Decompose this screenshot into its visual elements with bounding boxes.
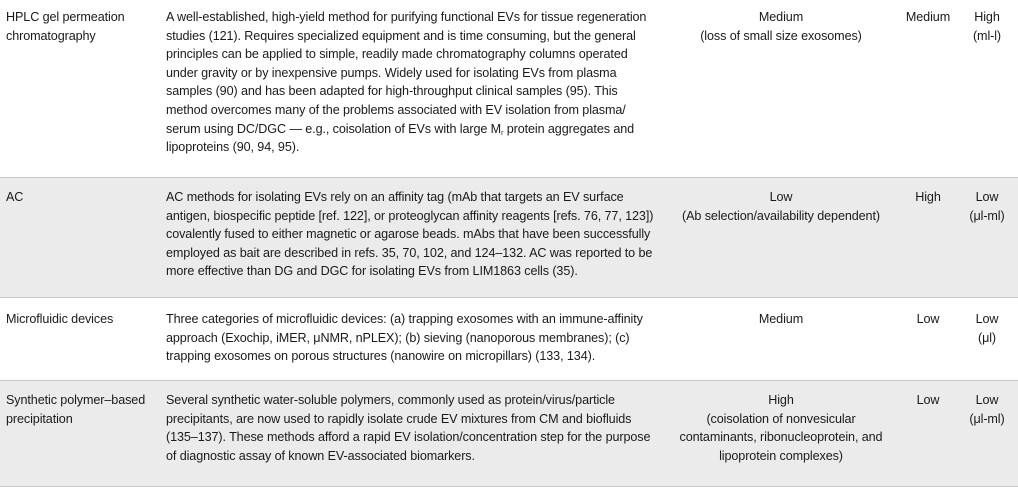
scale-text: (ml-l)	[972, 28, 1002, 43]
purity-text: Low	[769, 190, 793, 204]
description-line: A well-established, high-yield method for purifying functional EVs for tissue regeneration	[166, 10, 647, 24]
purity-cell	[666, 391, 896, 465]
description-line: method overcomes many of the problems associated with EV isolation from plasma/	[166, 102, 626, 117]
description-text: protein aggregates and	[503, 121, 635, 136]
yield-text: Low	[916, 312, 940, 326]
scale-cell	[956, 188, 1018, 225]
description-cell	[166, 8, 658, 157]
yield-text: Low	[916, 393, 940, 407]
method-text: Microfluidic devices	[6, 312, 114, 326]
description-line: principles can be applied to simple, readily made chromatography columns operated	[166, 47, 628, 62]
description-line: under gravity or by inexpensive pumps. Widely used for isolating EVs from plasma	[166, 65, 617, 80]
scale-cell	[956, 310, 1018, 347]
method-cell	[6, 188, 148, 207]
purity-text: (loss of small size exosomes)	[700, 28, 862, 43]
scale-text: (μl-ml)	[969, 411, 1005, 426]
description-line: (135–137). These methods afford a rapid EV isolation/concentration step for the purpose	[166, 430, 651, 445]
description-cell	[166, 188, 658, 281]
yield-cell	[898, 391, 958, 410]
purity-text: High	[768, 393, 794, 407]
description-line: precipitants, are now used to rapidly isolate crude EV mixtures from CM and biofluids	[166, 411, 632, 426]
yield-cell	[898, 8, 958, 27]
method-text: precipitation	[6, 411, 73, 426]
method-text: HPLC gel permeation	[6, 10, 125, 24]
description-line: covalently fused to either magnetic or agarose beads. mAbs that have been successfully	[166, 227, 651, 242]
purity-text: Medium	[758, 10, 804, 24]
purity-cell	[666, 188, 896, 225]
purity-text: Medium	[758, 312, 804, 326]
scale-text: (μl)	[977, 330, 997, 345]
yield-text: High	[915, 190, 941, 204]
description-line: of diagnostic assay of known EV-associated biomarkers.	[166, 448, 475, 463]
purity-text: (coisolation of nonvesicular	[706, 411, 856, 426]
method-text: AC	[6, 190, 24, 204]
method-cell	[6, 391, 148, 428]
method-cell	[6, 8, 148, 45]
yield-text: Medium	[905, 10, 951, 24]
method-text: Synthetic polymer–based	[6, 393, 146, 407]
scale-text: (μl-ml)	[969, 208, 1005, 223]
scale-cell	[956, 8, 1018, 45]
scale-text: Low	[975, 312, 999, 326]
description-line: trapping exosomes on porous structures (nanowire on micropillars) (133, 134).	[166, 349, 596, 364]
purity-text: (Ab selection/availability dependent)	[682, 208, 880, 223]
description-cell	[166, 310, 658, 366]
scale-text: Low	[975, 190, 999, 204]
description-line: samples (90) and has been adapted for high-throughput clinical samples (95). This	[166, 84, 618, 99]
table-row-polymer-precipitation	[0, 381, 1018, 487]
subscript-r: r	[501, 129, 504, 137]
purity-cell	[666, 8, 896, 45]
description-line: approach (Exochip, iMER, μNMR, nPLEX); (b) sieving (nanoporous membranes); (c)	[166, 330, 630, 345]
description-line: studies (121). Requires specialized equipment and is time consuming, but the general	[166, 28, 636, 43]
description-line: employed as bait are described in refs. 35, 70, 102, and 124–132. AC was reported to be	[166, 245, 653, 260]
description-line	[166, 120, 658, 139]
purity-text: contaminants, ribonucleoprotein, and	[679, 430, 883, 445]
purity-cell	[666, 310, 896, 329]
description-line: more effective than DG and DGC for isolating EVs from LIM1863 cells (35).	[166, 264, 578, 279]
description-line: Three categories of microfluidic devices: (a) trapping exosomes with an immune-affinity	[166, 312, 643, 326]
purity-text: lipoprotein complexes)	[719, 448, 843, 463]
description-line: AC methods for isolating EVs rely on an affinity tag (mAb that targets an EV surface	[166, 190, 624, 204]
scale-cell	[956, 391, 1018, 428]
scale-text: High	[974, 10, 1000, 24]
description-line: lipoproteins (90, 94, 95).	[166, 140, 300, 155]
table-row-ac	[0, 178, 1018, 298]
scale-text: Low	[975, 393, 999, 407]
description-cell	[166, 391, 658, 465]
method-cell	[6, 310, 148, 329]
table-row-microfluidic	[0, 298, 1018, 381]
table-row-hplc	[0, 0, 1018, 178]
description-line: Several synthetic water-soluble polymers, commonly used as protein/virus/particle	[166, 393, 615, 407]
description-text: serum using DC/DGC — e.g., coisolation of EVs with large M	[166, 121, 502, 136]
yield-cell	[898, 188, 958, 207]
method-text: chromatography	[6, 28, 96, 43]
yield-cell	[898, 310, 958, 329]
description-line: antigen, biospecific peptide [ref. 122], or proteoglycan affinity reagents [refs. 76, 77, 123])	[166, 208, 654, 223]
